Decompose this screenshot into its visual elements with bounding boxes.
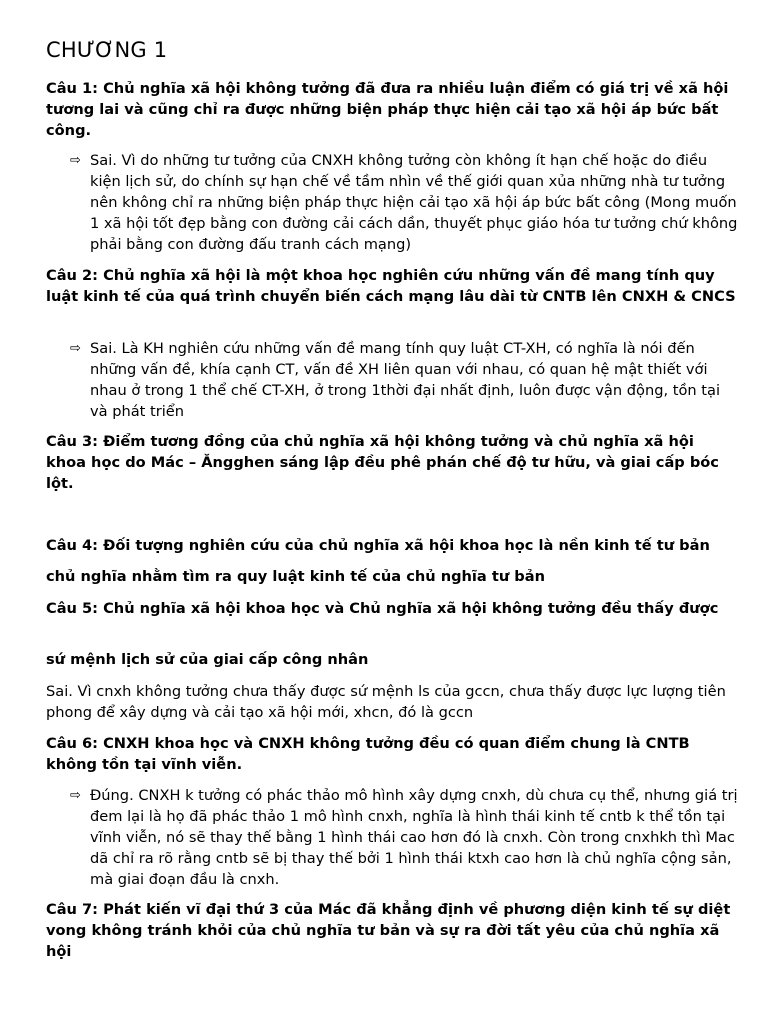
question-2: Câu 2: Chủ nghĩa xã hội là một khoa học nghiên cứu những vấn đề mang tính quy luật kinh tế của quá trình chuyển biến cách mạng lâu dài từ CNTB lên CNXH & CNCS: [46, 267, 736, 305]
question-5-line-1: Câu 5: Chủ nghĩa xã hội khoa học và Chủ nghĩa xã hội không tưởng đều thấy được: [46, 600, 719, 617]
answer-6-text: Đúng. CNXH k tưởng có phác thảo mô hình xây dựng cnxh, dù chưa cụ thể, nhưng giá trị đem lại là họ đã phác thảo 1 mô hình cnxh, nghĩa là hình thái kinh tế cntb k thể tồn tại vĩnh viễn, nó sẽ thay thế bằng 1 hình thái cao hơn đó là cnxh. Còn trong cnxhkh thì Mac dã chỉ ra rõ rằng cntb sẽ bị thay thế bởi 1 hình thái ktxh cao hơn là chủ nghĩa cộng sản, mà giai đoạn đầu là cnxh.: [90, 787, 738, 888]
answer-2: [70, 338, 740, 422]
answer-2-text: Sai. Là KH nghiên cứu những vấn đề mang tính quy luật CT-XH, có nghĩa là nói đến những vấn đề, khía cạnh CT, vấn đề XH liên quan với nhau, có quan hệ mật thiết với nhau ở trong 1 thể chế CT-XH, ở trong 1thời đại nhất định, luôn được vận động, tồn tại và phát triển: [90, 340, 720, 420]
question-3: Câu 3: Điểm tương đồng của chủ nghĩa xã hội không tưởng và chủ nghĩa xã hội khoa học do Mác – Ăngghen sáng lập đều phê phán chế độ tư hữu, và giai cấp bóc lột.: [46, 433, 719, 492]
arrow-right-icon: ⇨: [70, 153, 81, 168]
question-7: Câu 7: Phát kiến vĩ đại thứ 3 của Mác đã khẳng định về phương diện kinh tế sự diệt vong không tránh khỏi của chủ nghĩa tư bản và sự ra đời tất yêu của chủ nghĩa xã hội: [46, 901, 731, 960]
arrow-right-icon: ⇨: [70, 341, 81, 356]
chapter-title: CHƯƠNG 1: [46, 38, 168, 62]
question-4-line-1: Câu 4: Đối tượng nghiên cứu của chủ nghĩa xã hội khoa học là nền kinh tế tư bản: [46, 537, 710, 554]
question-6: Câu 6: CNXH khoa học và CNXH không tưởng đều có quan điểm chung là CNTB không tồn tại vĩnh viễn.: [46, 735, 690, 773]
answer-1-text: Sai. Vì do những tư tưởng của CNXH không tưởng còn không ít hạn chế hoặc do điều kiện lịch sử, do chính sự hạn chế về tầm nhìn về thế giới quan xủa những nhà tư tưởng nên không chỉ ra những biện pháp thực hiện cải tạo xã hội áp bức bất công (Mong muốn 1 xã hội tốt đẹp bằng con đường cải cách dần, thuyết phục giáo hóa tư tưởng chứ không phải bằng con đường đấu tranh cách mạng): [90, 152, 738, 253]
question-1: Câu 1: Chủ nghĩa xã hội không tưởng đã đưa ra nhiều luận điểm có giá trị về xã hội tương lai và cũng chỉ ra được những biện pháp thực hiện cải tạo xã hội áp bức bất công.: [46, 80, 729, 139]
arrow-right-icon: ⇨: [70, 788, 81, 803]
answer-6: [70, 785, 740, 890]
answer-5: Sai. Vì cnxh không tưởng chưa thấy được sứ mệnh ls của gccn, chưa thấy được lực lượng tiên phong để xây dựng và cải tạo xã hội mới, xhcn, đó là gccn: [46, 683, 726, 721]
answer-1: [70, 150, 740, 255]
question-4-line-2: chủ nghĩa nhằm tìm ra quy luật kinh tế của chủ nghĩa tư bản: [46, 568, 545, 585]
question-5-line-2: sứ mệnh lịch sử của giai cấp công nhân: [46, 651, 369, 668]
